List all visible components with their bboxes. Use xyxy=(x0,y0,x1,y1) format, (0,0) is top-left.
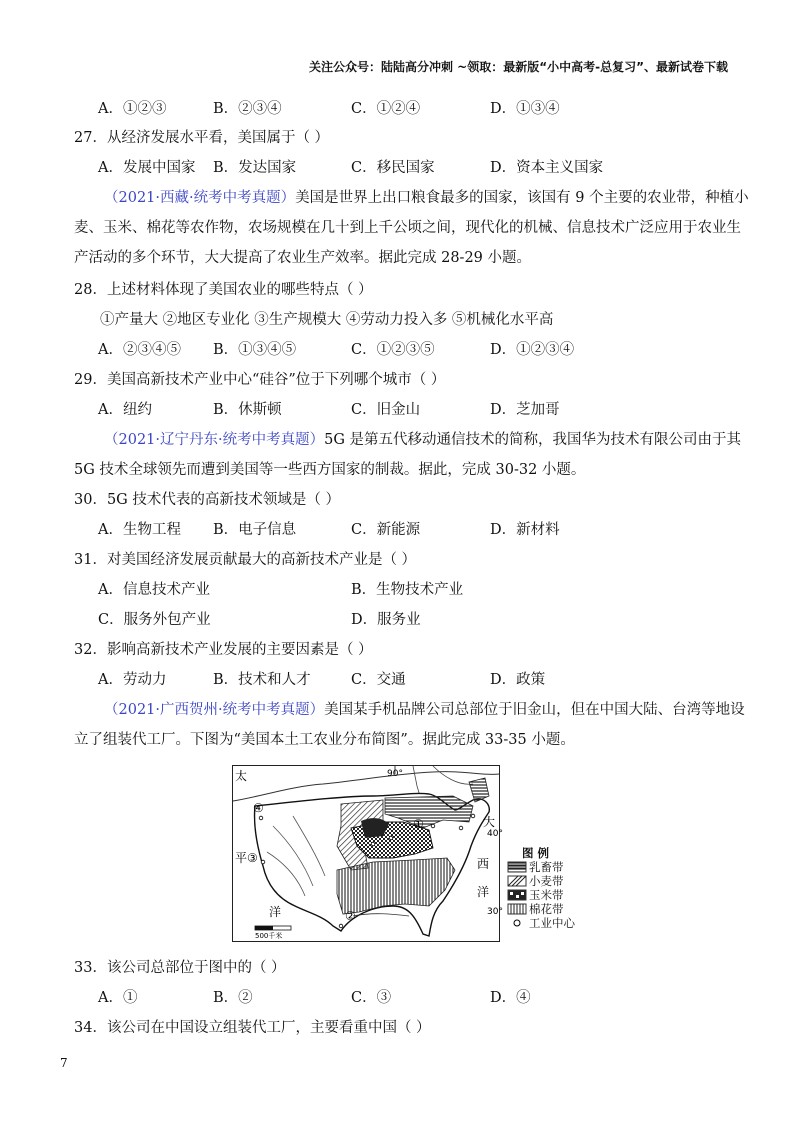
q28-choices: ①产量大 ②地区专业化 ③生产规模大 ④劳动力投入多 ⑤机械化水平高 xyxy=(100,312,554,328)
q29-option-a: A．纽约 xyxy=(98,402,152,418)
q27-option-a: A．发展中国家 xyxy=(98,160,196,176)
ocean-label-yang-atlantic: 洋 xyxy=(477,885,490,899)
ocean-label-yang-pacific: 洋 xyxy=(269,905,282,919)
q30-stem: 30．5G 技术代表的高新技术领域是（ ） xyxy=(74,492,340,508)
material-2-line-1: （2021·辽宁丹东·统考中考真题）5G 是第五代移动通信技术的简称，我国华为技术有限公司由于其 xyxy=(104,432,742,448)
q30-option-d: D．新材料 xyxy=(490,522,560,538)
ocean-label-xi: 西 xyxy=(477,857,490,871)
material-1-line-3: 产活动的多个环节，大大提高了农业生产效率。据此完成 28-29 小题。 xyxy=(74,250,532,266)
legend-item-cotton: 棉花带 xyxy=(508,902,575,916)
q28-option-a: A．②③④⑤ xyxy=(98,342,181,358)
map-graphic xyxy=(233,766,503,941)
q33-option-a: A．① xyxy=(98,990,138,1006)
lat40-label: 40° xyxy=(487,829,503,839)
marker-3: ③ xyxy=(247,851,258,865)
marker-1: ① xyxy=(413,817,424,831)
q28-option-b: B．①③④⑤ xyxy=(213,342,297,358)
q27-option-c: C．移民国家 xyxy=(351,160,435,176)
q32-option-c: C．交通 xyxy=(351,672,406,688)
q33-option-c: C．③ xyxy=(351,990,392,1006)
q28-option-c: C．①②③⑤ xyxy=(351,342,435,358)
q26-option-c: C．①②④ xyxy=(351,101,421,117)
material-1-source: （2021·西藏·统考中考真题） xyxy=(104,190,296,206)
q26-option-a: A．①②③ xyxy=(98,101,167,117)
scale-label: 500千米 xyxy=(255,932,283,940)
material-2-line-2: 5G 技术全球领先而遭到美国等一些西方国家的制裁。据此，完成 30-32 小题。 xyxy=(74,462,586,478)
legend-item-dairy: 乳畜带 xyxy=(508,860,575,874)
q29-option-d: D．芝加哥 xyxy=(490,402,560,418)
q34-stem: 34．该公司在中国设立组装代工厂，主要看重中国（ ） xyxy=(74,1020,431,1036)
legend-item-industry: 工业中心 xyxy=(508,916,575,930)
q28-stem: 28．上述材料体现了美国农业的哪些特点（ ） xyxy=(74,282,373,298)
marker-2: ② xyxy=(345,909,356,923)
ocean-label-da: 大 xyxy=(483,815,496,829)
q32-option-d: D．政策 xyxy=(490,672,546,688)
page-number: 7 xyxy=(60,1056,68,1070)
material-1-line-1: （2021·西藏·统考中考真题）美国是世界上出口粮食最多的国家，该国有 9 个主要的农业带，种植小 xyxy=(104,190,749,206)
q33-option-d: D．④ xyxy=(490,990,531,1006)
q32-option-a: A．劳动力 xyxy=(98,672,167,688)
q33-option-b: B．② xyxy=(213,990,253,1006)
map-legend xyxy=(508,846,575,930)
material-3-line-1: （2021·广西贺州·统考中考真题）美国某手机品牌公司总部位于旧金山，但在中国大陆、台湾等地设 xyxy=(104,702,745,718)
q26-option-d: D．①③④ xyxy=(490,101,560,117)
legend-item-wheat: 小麦带 xyxy=(508,874,575,888)
q31-option-a: A．信息技术产业 xyxy=(98,582,210,598)
q32-option-b: B．技术和人才 xyxy=(213,672,311,688)
longitude-label: 90° xyxy=(387,769,403,779)
q30-option-b: B．电子信息 xyxy=(213,522,297,538)
q32-stem: 32．影响高新技术产业发展的主要因素是（ ） xyxy=(74,642,373,658)
ocean-label-tai: 太 xyxy=(235,769,248,783)
q27-stem: 27．从经济发展水平看，美国属于（ ） xyxy=(74,130,330,146)
material-1-line-2: 麦、玉米、棉花等农作物，农场规模在几十到上千公顷之间，现代化的机械、信息技术广泛应用于农业生 xyxy=(74,220,741,236)
material-3-source: （2021·广西贺州·统考中考真题） xyxy=(104,702,325,718)
ocean-label-ping: 平 xyxy=(235,851,248,865)
page-header: 关注公众号：陆陆高分冲刺 ~领取：最新版“小中高考-总复习”、最新试卷下载 xyxy=(309,60,728,74)
material-3-line-2: 立了组装代工厂。下图为“美国本土工农业分布简图”。据此完成 33-35 小题。 xyxy=(74,732,575,748)
q31-stem: 31．对美国经济发展贡献最大的高新技术产业是（ ） xyxy=(74,552,417,568)
legend-item-corn: 玉米带 xyxy=(508,888,575,902)
q27-option-d: D．资本主义国家 xyxy=(490,160,604,176)
q30-option-c: C．新能源 xyxy=(351,522,421,538)
q29-stem: 29．美国高新技术产业中心“硅谷”位于下列哪个城市（ ） xyxy=(74,372,446,388)
q29-option-c: C．旧金山 xyxy=(351,402,421,418)
q33-stem: 33．该公司总部位于图中的（ ） xyxy=(74,960,286,976)
legend-title: 图 例 xyxy=(522,846,550,860)
q31-option-d: D．服务业 xyxy=(351,612,421,628)
material-2-source: （2021·辽宁丹东·统考中考真题） xyxy=(104,432,325,448)
marker-4: ④ xyxy=(253,801,264,815)
q30-option-a: A．生物工程 xyxy=(98,522,181,538)
q31-option-c: C．服务外包产业 xyxy=(98,612,211,628)
q28-option-d: D．①②③④ xyxy=(490,342,575,358)
q31-option-b: B．生物技术产业 xyxy=(351,582,464,598)
lat30-label: 30° xyxy=(487,907,503,917)
q29-option-b: B．休斯顿 xyxy=(213,402,282,418)
q26-option-b: B．②③④ xyxy=(213,101,282,117)
q27-option-b: B．发达国家 xyxy=(213,160,297,176)
us-agriculture-industry-map xyxy=(232,765,503,942)
